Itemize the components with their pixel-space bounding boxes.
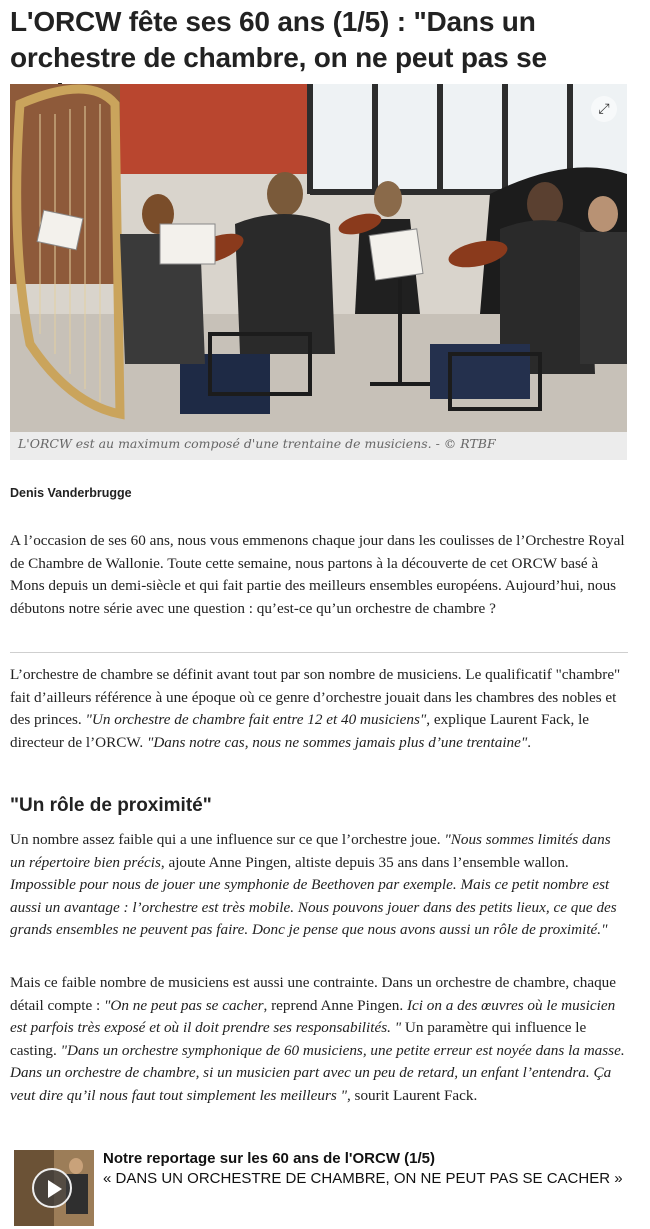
- orchestra-photo-illustration: [10, 84, 627, 432]
- p1-text: L’orchestre de chambre se définit avant tout par son nombre de musiciens. Le qualificatif "chambre" fait d’ailleurs référence à une époque où ce genre d’orchestre jouait dans les chambres des nobles et des princes.: [10, 666, 621, 729]
- p3-text-3: Un paramètre qui influence le casting.: [10, 1019, 587, 1059]
- image-caption: L'ORCW est au maximum composé d'une trentaine de musiciens. - © RTBF: [18, 436, 496, 451]
- paragraph-1: [10, 664, 628, 754]
- intro-paragraph: A l’occasion de ses 60 ans, nous vous emmenons chaque jour dans les coulisses de l’Orchestre Royal de Chambre de Wallonie. Toute cette semaine, nous partons à la découverte de cet ORCW basé à Mons depuis un demi-siècle et qui fait partie des meilleurs ensembles européens. Aujourd’hui, nous débutons notre série avec une question : qu’est-ce qu’un orchestre de chambre ?: [10, 532, 625, 617]
- related-video-thumbnail[interactable]: [14, 1150, 94, 1226]
- p2-text-2: , ajoute Anne Pingen, altiste depuis 35 ans dans l’ensemble wallon.: [160, 853, 569, 871]
- section-heading: "Un rôle de proximité": [10, 795, 212, 816]
- p1-text-3: .: [527, 733, 532, 751]
- related-video[interactable]: [14, 1148, 634, 1226]
- article-title: L'ORCW fête ses 60 ans (1/5) : "Dans un orchestre de chambre, on ne peut pas se: [10, 6, 547, 73]
- paragraph-3: [10, 972, 628, 1108]
- play-icon[interactable]: [32, 1168, 72, 1208]
- divider: [10, 652, 628, 653]
- p1-quote-1: "Un orchestre de chambre fait entre 12 et 40 musiciens": [85, 711, 427, 729]
- p3-text: Mais ce faible nombre de musiciens est aussi une contrainte. Dans un orchestre de chambre, chaque détail compte :: [10, 974, 617, 1014]
- article-figure: [10, 84, 627, 460]
- p3-quote-2: Ici on a des œuvres où le musicien est parfois très exposé et où il doit prendre ses responsabilités. ": [10, 996, 616, 1037]
- orchestra-photo[interactable]: [10, 84, 627, 432]
- p3-quote-1: "On ne peut pas se cacher: [104, 996, 264, 1014]
- p3-text-4: , sourit Laurent Fack.: [346, 1086, 478, 1104]
- p1-text-2: , explique Laurent Fack, le directeur de l’ORCW.: [10, 711, 590, 751]
- expand-icon[interactable]: ⤢: [591, 96, 617, 122]
- p2-text: Un nombre assez faible qui a une influence sur ce que l’orchestre joue.: [10, 831, 445, 848]
- related-video-subtitle[interactable]: « DANS UN ORCHESTRE DE CHAMBRE, ON NE PEUT PAS SE CACHER »: [103, 1170, 623, 1187]
- related-video-title[interactable]: Notre reportage sur les 60 ans de l'ORCW (1/5): [103, 1150, 435, 1167]
- p3-quote-3: "Dans un orchestre symphonique de 60 musiciens, une petite erreur est noyée dans la masse. Dans un orchestre de chambre, si un musicien part avec un peu de retard, un enfant l’entendra. Ça veut dire qu’il nous faut tout simplement les meilleurs ": [10, 1041, 625, 1104]
- p2-quote-1: "Nous sommes limités dans un répertoire bien précis: [10, 831, 611, 871]
- paragraph-2: [10, 829, 628, 942]
- p2-quote-2: Impossible pour nous de jouer une symphonie de Beethoven par exemple. Mais ce petit nombre est aussi un avantage : l’orchestre est très mobile. Nous pouvons jouer dans des petits lieux, ce que des grands ensembles ne peuvent pas faire. Donc je pense que nous avons aussi un rôle de proximité.": [10, 876, 617, 939]
- author-name[interactable]: Denis Vanderbrugge: [10, 486, 132, 500]
- p1-quote-2: "Dans notre cas, nous ne sommes jamais plus d’une trentaine": [146, 733, 528, 751]
- p3-text-2: , reprend Anne Pingen.: [263, 996, 407, 1014]
